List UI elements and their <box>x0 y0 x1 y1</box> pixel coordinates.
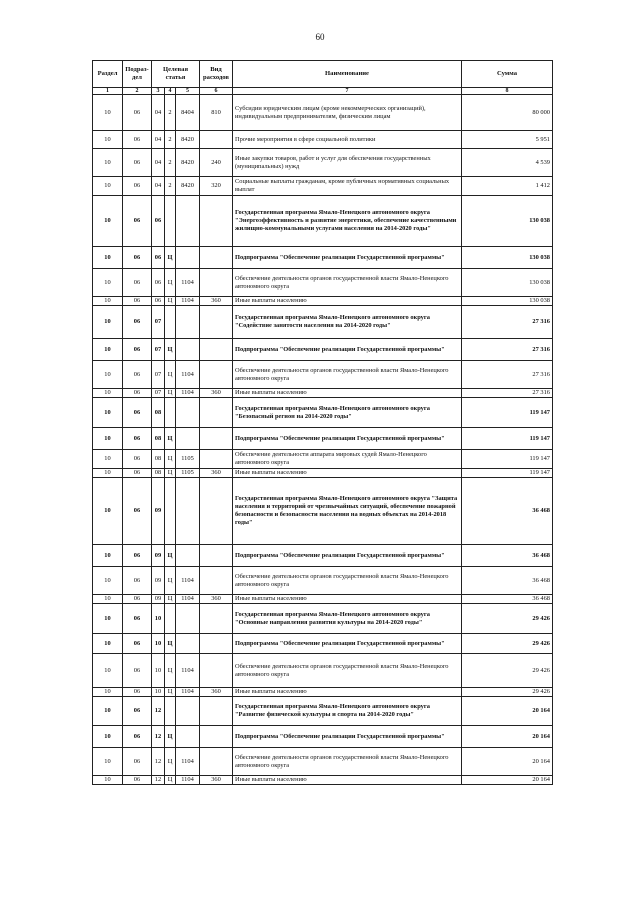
target-direction-cell: 1104 <box>176 269 200 297</box>
sum-cell: 20 164 <box>462 697 553 726</box>
razdel-cell: 10 <box>93 398 123 428</box>
column-number: 7 <box>233 88 462 95</box>
razdel-cell: 10 <box>93 634 123 654</box>
expense-type-cell: 360 <box>200 389 233 398</box>
razdel-cell: 10 <box>93 469 123 478</box>
expense-type-cell <box>200 634 233 654</box>
table-header-row <box>93 61 553 88</box>
target-code-cell: 12 <box>152 697 165 726</box>
target-code-cell: 08 <box>152 428 165 450</box>
expense-type-cell <box>200 269 233 297</box>
column-number: 5 <box>176 88 200 95</box>
table-row <box>93 726 553 748</box>
name-cell: Государственная программа Ямало-Ненецкого автономного округа "Безопасный регион на 2014-2020 годы" <box>233 398 462 428</box>
name-cell: Обеспечение деятельности органов государственной власти Ямало-Ненецкого автономного округа <box>233 567 462 595</box>
sum-cell: 119 147 <box>462 428 553 450</box>
target-direction-cell: 1104 <box>176 748 200 776</box>
razdel-cell: 10 <box>93 545 123 567</box>
expense-type-cell <box>200 196 233 247</box>
razdel-cell: 10 <box>93 697 123 726</box>
budget-table <box>92 60 553 785</box>
target-code-cell: 12 <box>152 748 165 776</box>
razdel-cell: 10 <box>93 776 123 785</box>
sum-cell: 119 147 <box>462 469 553 478</box>
page-number: 60 <box>315 32 325 42</box>
expense-type-cell <box>200 450 233 469</box>
target-code-cell: 10 <box>152 634 165 654</box>
target-code-cell: 07 <box>152 339 165 361</box>
target-direction-cell: 1104 <box>176 776 200 785</box>
table-row <box>93 776 553 785</box>
target-direction-cell <box>176 398 200 428</box>
name-cell: Иные выплаты населению <box>233 688 462 697</box>
razdel-cell: 10 <box>93 95 123 131</box>
target-direction-cell <box>176 604 200 634</box>
column-number: 3 <box>152 88 165 95</box>
target-subcode-cell: Ц <box>165 297 176 306</box>
sum-cell: 27 316 <box>462 389 553 398</box>
name-cell: Субсидии юридическим лицам (кроме некоммерческих организаций), индивидуальным предпринимателям, физическим лицам <box>233 95 462 131</box>
table-row <box>93 428 553 450</box>
target-subcode-cell: Ц <box>165 450 176 469</box>
target-code-cell: 10 <box>152 654 165 688</box>
podrazdel-cell: 06 <box>123 697 152 726</box>
expense-type-cell <box>200 131 233 149</box>
razdel-cell: 10 <box>93 478 123 545</box>
target-subcode-cell: Ц <box>165 269 176 297</box>
table-row <box>93 177 553 196</box>
name-cell: Подпрограмма "Обеспечение реализации Государственной программы" <box>233 634 462 654</box>
table-row <box>93 567 553 595</box>
name-cell: Обеспечение деятельности аппарата мировых судей Ямало-Ненецкого автономного округа <box>233 450 462 469</box>
target-subcode-cell: Ц <box>165 247 176 269</box>
expense-type-cell: 320 <box>200 177 233 196</box>
razdel-cell: 10 <box>93 306 123 339</box>
target-code-cell: 08 <box>152 469 165 478</box>
name-cell: Подпрограмма "Обеспечение реализации Государственной программы" <box>233 428 462 450</box>
name-cell: Иные выплаты населению <box>233 297 462 306</box>
target-subcode-cell: 2 <box>165 95 176 131</box>
name-cell: Государственная программа Ямало-Ненецкого автономного округа "Защита населения и территорий от чрезвычайных ситуаций, обеспечение пожарной безопасности и безопасности населения на водных объектах на 2014-2018 годы" <box>233 478 462 545</box>
podrazdel-cell: 06 <box>123 196 152 247</box>
name-cell: Социальные выплаты гражданам, кроме публичных нормативных социальных выплат <box>233 177 462 196</box>
table-row <box>93 149 553 177</box>
podrazdel-cell: 06 <box>123 776 152 785</box>
table-row <box>93 748 553 776</box>
table-row <box>93 95 553 131</box>
target-direction-cell <box>176 634 200 654</box>
target-direction-cell: 1105 <box>176 469 200 478</box>
target-code-cell: 08 <box>152 398 165 428</box>
name-cell: Государственная программа Ямало-Ненецкого автономного округа "Энергоэффективность и развитие энергетики, обеспечение качественными жилищно-коммунальными услугами населения на 2014-2020 годы" <box>233 196 462 247</box>
expense-type-cell: 810 <box>200 95 233 131</box>
table-row <box>93 269 553 297</box>
sum-cell: 80 000 <box>462 95 553 131</box>
podrazdel-cell: 06 <box>123 306 152 339</box>
razdel-cell: 10 <box>93 726 123 748</box>
name-cell: Подпрограмма "Обеспечение реализации Государственной программы" <box>233 726 462 748</box>
podrazdel-cell: 06 <box>123 339 152 361</box>
sum-cell: 36 468 <box>462 478 553 545</box>
table-row <box>93 595 553 604</box>
target-subcode-cell: Ц <box>165 545 176 567</box>
target-direction-cell: 8420 <box>176 177 200 196</box>
sum-cell: 36 468 <box>462 567 553 595</box>
podrazdel-cell: 06 <box>123 469 152 478</box>
target-subcode-cell: Ц <box>165 567 176 595</box>
target-subcode-cell: Ц <box>165 776 176 785</box>
name-cell: Подпрограмма "Обеспечение реализации Государственной программы" <box>233 339 462 361</box>
expense-type-cell <box>200 748 233 776</box>
razdel-cell: 10 <box>93 688 123 697</box>
podrazdel-cell: 06 <box>123 654 152 688</box>
name-cell: Иные выплаты населению <box>233 469 462 478</box>
podrazdel-cell: 06 <box>123 688 152 697</box>
table-row <box>93 361 553 389</box>
table-row <box>93 398 553 428</box>
name-cell: Иные выплаты населению <box>233 389 462 398</box>
table-row <box>93 697 553 726</box>
expense-type-cell <box>200 726 233 748</box>
target-direction-cell: 1104 <box>176 595 200 604</box>
podrazdel-cell: 06 <box>123 634 152 654</box>
target-direction-cell: 8420 <box>176 131 200 149</box>
target-code-cell: 07 <box>152 361 165 389</box>
razdel-cell: 10 <box>93 247 123 269</box>
target-code-cell: 04 <box>152 95 165 131</box>
sum-cell: 130 038 <box>462 247 553 269</box>
expense-type-cell <box>200 306 233 339</box>
expense-type-cell <box>200 478 233 545</box>
table-row <box>93 469 553 478</box>
target-direction-cell <box>176 196 200 247</box>
name-cell: Обеспечение деятельности органов государственной власти Ямало-Ненецкого автономного округа <box>233 269 462 297</box>
podrazdel-cell: 06 <box>123 398 152 428</box>
expense-type-cell <box>200 604 233 634</box>
target-subcode-cell: Ц <box>165 726 176 748</box>
target-direction-cell <box>176 339 200 361</box>
target-subcode-cell: Ц <box>165 428 176 450</box>
target-subcode-cell: Ц <box>165 361 176 389</box>
expense-type-cell: 360 <box>200 776 233 785</box>
sum-cell: 27 316 <box>462 339 553 361</box>
podrazdel-cell: 06 <box>123 297 152 306</box>
name-cell: Иные выплаты населению <box>233 776 462 785</box>
target-code-cell: 04 <box>152 149 165 177</box>
target-subcode-cell: Ц <box>165 634 176 654</box>
header-razdel: Раздел <box>93 61 123 88</box>
table-row <box>93 634 553 654</box>
target-subcode-cell <box>165 604 176 634</box>
sum-cell: 5 951 <box>462 131 553 149</box>
target-code-cell: 08 <box>152 450 165 469</box>
razdel-cell: 10 <box>93 177 123 196</box>
sum-cell: 130 038 <box>462 269 553 297</box>
target-subcode-cell <box>165 196 176 247</box>
sum-cell: 29 426 <box>462 604 553 634</box>
razdel-cell: 10 <box>93 748 123 776</box>
podrazdel-cell: 06 <box>123 149 152 177</box>
target-code-cell: 07 <box>152 306 165 339</box>
target-subcode-cell: Ц <box>165 339 176 361</box>
razdel-cell: 10 <box>93 269 123 297</box>
expense-type-cell <box>200 361 233 389</box>
podrazdel-cell: 06 <box>123 389 152 398</box>
sum-cell: 29 426 <box>462 634 553 654</box>
target-code-cell: 12 <box>152 726 165 748</box>
target-direction-cell <box>176 478 200 545</box>
sum-cell: 20 164 <box>462 776 553 785</box>
target-code-cell: 09 <box>152 595 165 604</box>
expense-type-cell: 360 <box>200 688 233 697</box>
header-target-article: Целевая статья <box>152 61 200 88</box>
sum-cell: 119 147 <box>462 450 553 469</box>
sum-cell: 29 426 <box>462 688 553 697</box>
target-subcode-cell: Ц <box>165 654 176 688</box>
expense-type-cell <box>200 697 233 726</box>
expense-type-cell <box>200 545 233 567</box>
expense-type-cell <box>200 398 233 428</box>
name-cell: Подпрограмма "Обеспечение реализации Государственной программы" <box>233 247 462 269</box>
target-direction-cell: 1104 <box>176 654 200 688</box>
target-subcode-cell: Ц <box>165 595 176 604</box>
name-cell: Обеспечение деятельности органов государственной власти Ямало-Ненецкого автономного округа <box>233 748 462 776</box>
sum-cell: 27 316 <box>462 361 553 389</box>
sum-cell: 4 539 <box>462 149 553 177</box>
target-direction-cell <box>176 247 200 269</box>
column-number: 2 <box>123 88 152 95</box>
target-code-cell: 06 <box>152 269 165 297</box>
sum-cell: 20 164 <box>462 726 553 748</box>
razdel-cell: 10 <box>93 196 123 247</box>
name-cell: Иные закупки товаров, работ и услуг для обеспечения государственных (муниципальных) нужд <box>233 149 462 177</box>
target-direction-cell <box>176 726 200 748</box>
razdel-cell: 10 <box>93 131 123 149</box>
target-subcode-cell: Ц <box>165 748 176 776</box>
razdel-cell: 10 <box>93 428 123 450</box>
table-row <box>93 654 553 688</box>
target-direction-cell: 1105 <box>176 450 200 469</box>
target-code-cell: 06 <box>152 247 165 269</box>
column-number: 4 <box>165 88 176 95</box>
razdel-cell: 10 <box>93 339 123 361</box>
sum-cell: 119 147 <box>462 398 553 428</box>
expense-type-cell <box>200 247 233 269</box>
razdel-cell: 10 <box>93 567 123 595</box>
name-cell: Прочие мероприятия в сфере социальной политики <box>233 131 462 149</box>
table-body <box>93 95 553 785</box>
expense-type-cell <box>200 339 233 361</box>
razdel-cell: 10 <box>93 361 123 389</box>
target-direction-cell: 1104 <box>176 389 200 398</box>
podrazdel-cell: 06 <box>123 177 152 196</box>
target-direction-cell: 1104 <box>176 361 200 389</box>
podrazdel-cell: 06 <box>123 95 152 131</box>
expense-type-cell <box>200 428 233 450</box>
header-sum: Сумма <box>462 61 553 88</box>
column-number: 8 <box>462 88 553 95</box>
column-numbers-row <box>93 88 553 95</box>
target-subcode-cell: 2 <box>165 131 176 149</box>
podrazdel-cell: 06 <box>123 450 152 469</box>
table-row <box>93 478 553 545</box>
name-cell: Государственная программа Ямало-Ненецкого автономного округа "Развитие физической культуры и спорта на 2014-2020 годы" <box>233 697 462 726</box>
header-podrazdel: Подраз-дел <box>123 61 152 88</box>
sum-cell: 130 038 <box>462 297 553 306</box>
razdel-cell: 10 <box>93 149 123 177</box>
table-row <box>93 131 553 149</box>
expense-type-cell: 240 <box>200 149 233 177</box>
name-cell: Иные выплаты населению <box>233 595 462 604</box>
target-code-cell: 07 <box>152 389 165 398</box>
table-row <box>93 545 553 567</box>
table-row <box>93 306 553 339</box>
target-code-cell: 06 <box>152 196 165 247</box>
expense-type-cell <box>200 567 233 595</box>
column-number: 6 <box>200 88 233 95</box>
target-code-cell: 09 <box>152 478 165 545</box>
target-code-cell: 09 <box>152 567 165 595</box>
table-row <box>93 339 553 361</box>
podrazdel-cell: 06 <box>123 604 152 634</box>
podrazdel-cell: 06 <box>123 131 152 149</box>
expense-type-cell: 360 <box>200 297 233 306</box>
name-cell: Обеспечение деятельности органов государственной власти Ямало-Ненецкого автономного округа <box>233 361 462 389</box>
target-direction-cell: 1104 <box>176 688 200 697</box>
header-name: Наименование <box>233 61 462 88</box>
podrazdel-cell: 06 <box>123 428 152 450</box>
target-code-cell: 06 <box>152 297 165 306</box>
table-row <box>93 450 553 469</box>
name-cell: Подпрограмма "Обеспечение реализации Государственной программы" <box>233 545 462 567</box>
target-subcode-cell: Ц <box>165 389 176 398</box>
target-subcode-cell <box>165 398 176 428</box>
target-code-cell: 12 <box>152 776 165 785</box>
sum-cell: 130 038 <box>462 196 553 247</box>
expense-type-cell: 360 <box>200 595 233 604</box>
target-subcode-cell: Ц <box>165 688 176 697</box>
razdel-cell: 10 <box>93 595 123 604</box>
target-code-cell: 04 <box>152 177 165 196</box>
sum-cell: 36 468 <box>462 595 553 604</box>
target-subcode-cell: Ц <box>165 469 176 478</box>
target-direction-cell: 8404 <box>176 95 200 131</box>
target-direction-cell: 1104 <box>176 297 200 306</box>
podrazdel-cell: 06 <box>123 247 152 269</box>
sum-cell: 29 426 <box>462 654 553 688</box>
column-number: 1 <box>93 88 123 95</box>
sum-cell: 36 468 <box>462 545 553 567</box>
table-row <box>93 196 553 247</box>
podrazdel-cell: 06 <box>123 726 152 748</box>
target-subcode-cell: 2 <box>165 177 176 196</box>
target-subcode-cell <box>165 478 176 545</box>
table-row <box>93 688 553 697</box>
table-row <box>93 297 553 306</box>
target-direction-cell: 8420 <box>176 149 200 177</box>
podrazdel-cell: 06 <box>123 595 152 604</box>
target-direction-cell <box>176 306 200 339</box>
header-expense-type: Вид расходов <box>200 61 233 88</box>
table-row <box>93 247 553 269</box>
target-direction-cell <box>176 428 200 450</box>
sum-cell: 27 316 <box>462 306 553 339</box>
name-cell: Государственная программа Ямало-Ненецкого автономного округа "Основные направления развития культуры на 2014-2020 годы" <box>233 604 462 634</box>
target-subcode-cell: 2 <box>165 149 176 177</box>
podrazdel-cell: 06 <box>123 361 152 389</box>
podrazdel-cell: 06 <box>123 478 152 545</box>
target-code-cell: 09 <box>152 545 165 567</box>
razdel-cell: 10 <box>93 389 123 398</box>
target-direction-cell <box>176 697 200 726</box>
razdel-cell: 10 <box>93 604 123 634</box>
podrazdel-cell: 06 <box>123 545 152 567</box>
target-code-cell: 10 <box>152 688 165 697</box>
target-direction-cell: 1104 <box>176 567 200 595</box>
expense-type-cell <box>200 654 233 688</box>
name-cell: Государственная программа Ямало-Ненецкого автономного округа "Содействие занятости населения на 2014-2020 годы" <box>233 306 462 339</box>
expense-type-cell: 360 <box>200 469 233 478</box>
target-code-cell: 04 <box>152 131 165 149</box>
table-row <box>93 389 553 398</box>
name-cell: Обеспечение деятельности органов государственной власти Ямало-Ненецкого автономного округа <box>233 654 462 688</box>
podrazdel-cell: 06 <box>123 748 152 776</box>
target-direction-cell <box>176 545 200 567</box>
target-subcode-cell <box>165 697 176 726</box>
table-row <box>93 604 553 634</box>
podrazdel-cell: 06 <box>123 269 152 297</box>
target-subcode-cell <box>165 306 176 339</box>
razdel-cell: 10 <box>93 450 123 469</box>
razdel-cell: 10 <box>93 654 123 688</box>
podrazdel-cell: 06 <box>123 567 152 595</box>
target-code-cell: 10 <box>152 604 165 634</box>
razdel-cell: 10 <box>93 297 123 306</box>
sum-cell: 20 164 <box>462 748 553 776</box>
sum-cell: 1 412 <box>462 177 553 196</box>
